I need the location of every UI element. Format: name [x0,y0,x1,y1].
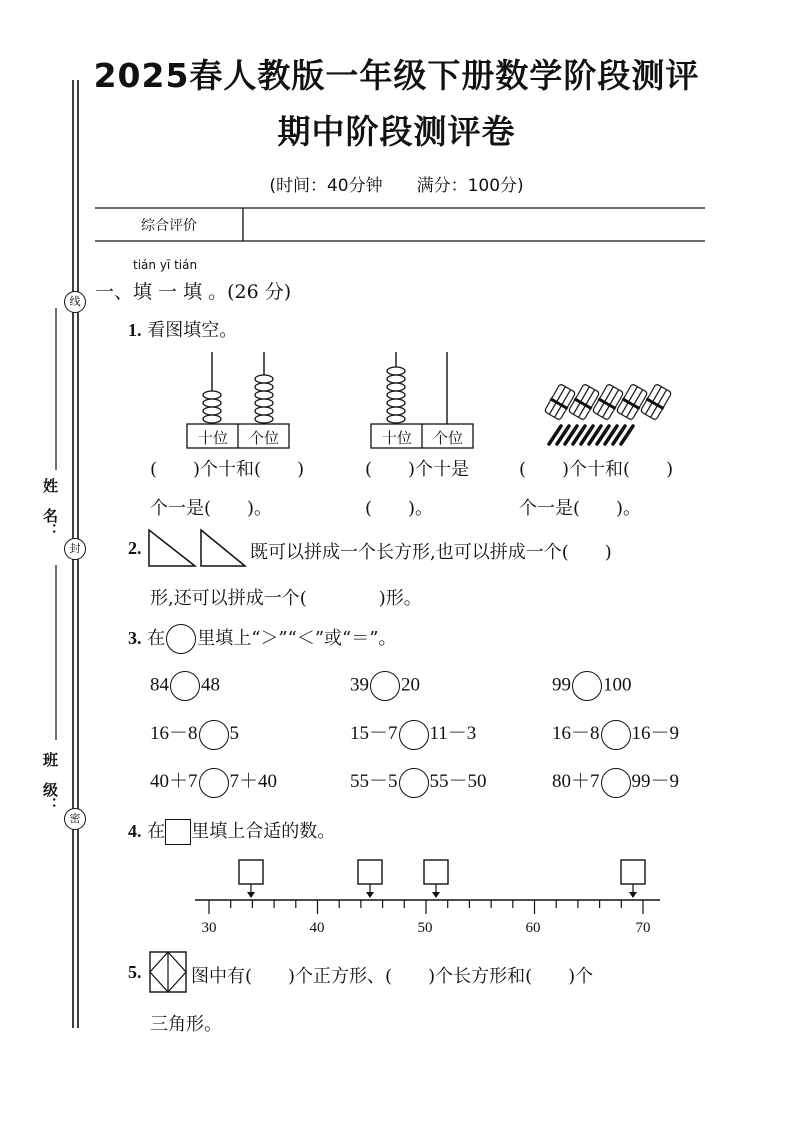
q5-line1: 图中有( )个正方形、( )个长方形和( )个 [191,966,594,987]
answer-box[interactable] [621,860,645,884]
q1c-answer-line1: ( )个十和( ) [519,459,674,480]
class-label: 班 级： [41,752,59,812]
compare-circle[interactable] [199,720,229,750]
compare-circle[interactable] [199,768,229,798]
tick-label: 40 [309,920,325,936]
answer-box[interactable] [358,860,382,884]
compare-circle[interactable] [399,720,429,750]
compare-item: 55－5 55－50 [350,766,487,798]
compare-circle[interactable] [170,671,200,701]
tick-label: 30 [201,920,217,936]
number-line [0,850,793,920]
seal-seal: 封 [64,538,86,560]
q1b-answer-line1: ( )个十是 [365,459,470,480]
page-title: 2025春人教版一年级下册数学阶段测评 [93,56,700,95]
q3-prompt: 3. 在 里填上“＞”“＜”或“＝”。 [128,624,396,654]
loose-sticks [549,426,633,444]
name-label: 姓 名： [41,478,59,538]
compare-item: 16－8 16－9 [552,718,679,750]
eval-label: 综合评价 [141,218,197,234]
compare-item: 39 20 [350,671,420,701]
section-pinyin: tián yī tián [133,258,198,272]
abacus-b-tens-label: 十位 [381,429,412,447]
tick-label: 60 [525,920,541,936]
compare-item: 80＋7 99－9 [552,766,679,798]
compare-circle[interactable] [399,768,429,798]
shape-figure [148,950,188,994]
q4-prompt: 4. 在 里填上合适的数。 [128,817,335,845]
exam-info: (时间：40分钟 满分：100分) [269,176,524,196]
seal-line: 线 [64,291,86,313]
compare-circle[interactable] [601,768,631,798]
compare-circle[interactable] [572,671,602,701]
section-title: 一、填 一 填 。(26 分) [95,281,292,303]
q1a-answer-line1: ( )个十和( ) [150,459,305,480]
q5-line2: 三角形。 [150,1014,222,1035]
compare-circle[interactable] [601,720,631,750]
q2-number: 2. [128,538,142,558]
circle-icon [166,624,196,654]
abacus-a-ones-label: 个位 [248,429,279,447]
tick-label: 70 [635,920,651,936]
q1b-answer-line2: ( )。 [365,498,434,519]
answer-box[interactable] [424,860,448,884]
compare-item: 16－8 5 [150,718,239,750]
answer-box[interactable] [239,860,263,884]
stick-bundles [543,383,672,421]
q5-number: 5. [128,962,142,982]
square-icon [165,819,191,845]
compare-item: 15－7 11－3 [350,718,476,750]
abacus-a-tens-label: 十位 [197,429,228,447]
seal-secret: 密 [64,808,86,830]
compare-item: 84 48 [150,671,220,701]
q1a-answer-line2: 个一是( )。 [150,498,273,519]
q1-prompt: 1. 看图填空。 [128,320,238,341]
tick-label: 50 [417,920,433,936]
q2-line1: 既可以拼成一个长方形,也可以拼成一个( ) [250,542,612,563]
triangles-figure [147,528,247,568]
q1c-answer-line2: 个一是( )。 [519,498,642,519]
page-subtitle: 期中阶段测评卷 [277,112,516,151]
compare-item: 40＋7 7＋40 [150,766,277,798]
abacus-b-ones-label: 个位 [432,429,463,447]
q2-line2: 形,还可以拼成一个( )形。 [150,588,422,609]
compare-item: 99 100 [552,671,632,701]
compare-circle[interactable] [370,671,400,701]
